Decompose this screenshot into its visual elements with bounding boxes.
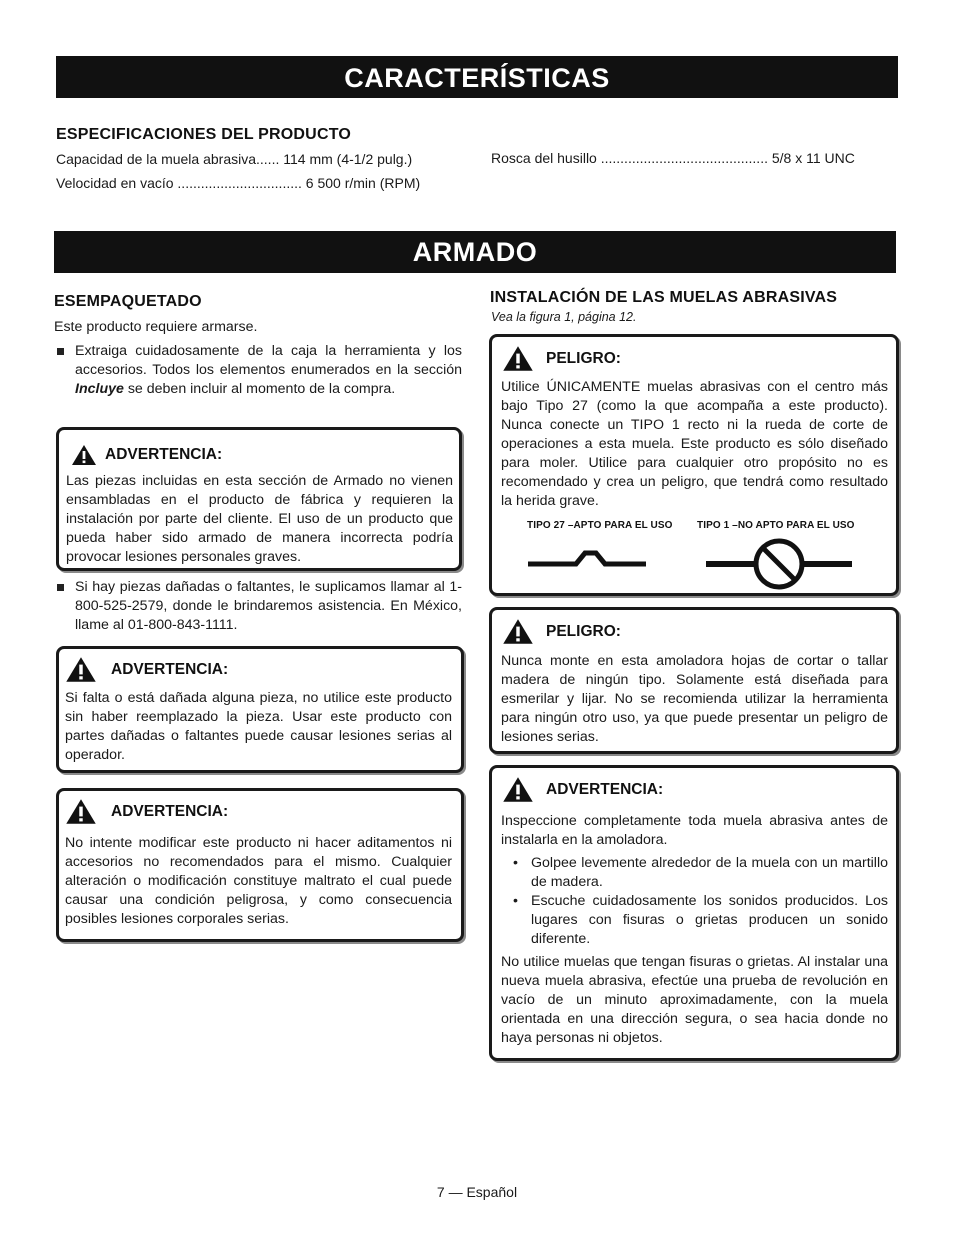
warning-body <box>501 812 888 1048</box>
warning-triangle-icon <box>502 776 534 803</box>
warning-triangle-icon <box>65 798 97 825</box>
banner-caracteristicas: CARACTERÍSTICAS <box>56 56 898 98</box>
bullet-piezas-danadas: Si hay piezas dañadas o faltantes, le suplicamos llamar al 1-800-525-2579, donde le brindaremos asistencia. En México, llame al 01-800-843-1111. <box>57 578 462 635</box>
danger-body: Utilice ÚNICAMENTE muelas abrasivas con el centro más bajo Tipo 27 (como la que acompaña a este producto). Nunca conecte un TIPO 1 recto ni la rueda de corte de operaciones a esta muela. Este producto es sólo diseñado para moler. Utilice para cualquier otro propósito no es recomendado y crea un peligro, que tendrá como resultado la herida grave. <box>501 379 888 509</box>
danger-box-1 <box>489 334 899 596</box>
warning-box-2 <box>56 646 464 773</box>
page-footer: 7 — Español <box>436 1184 518 1200</box>
specs-heading: ESPECIFICACIONES DEL PRODUCTO <box>56 126 352 143</box>
warning-title: ADVERTENCIA: <box>111 802 229 820</box>
danger-title: PELIGRO: <box>546 349 621 367</box>
bullet-square-icon <box>57 584 64 591</box>
warning-triangle-icon <box>71 444 97 466</box>
instalacion-heading: INSTALACIÓN DE LAS MUELAS ABRASIVAS <box>490 289 838 306</box>
warning-body: Las piezas incluidas en esta sección de Armado no vienen ensambladas en el producto de fábrica y requieren la instalación por parte del cliente. El uso de un producto que pueda haber sido armado de manera incorrecta podría provocar lesiones personales graves. <box>66 473 453 565</box>
bullet-square-icon <box>57 348 64 355</box>
spec-capacidad: Capacidad de la muela abrasiva...... 114 mm (4-1/2 pulg.) <box>56 151 413 167</box>
warning-body: Si falta o está dañada alguna pieza, no utilice este producto sin haber reemplazado la pieza. Usar este producto con partes dañadas o faltantes puede causar lesiones serias al operador. <box>65 690 452 763</box>
warning-title: ADVERTENCIA: <box>111 660 229 678</box>
esempaquetado-heading: ESEMPAQUETADO <box>54 293 202 310</box>
warning-title: ADVERTENCIA: <box>546 780 664 798</box>
warning-intro: Inspeccione completamente toda muela abrasiva antes de instalarla en la amoladora. <box>501 813 888 848</box>
danger-title: PELIGRO: <box>546 622 621 640</box>
warning-box-1 <box>56 427 462 571</box>
spec-rosca: Rosca del husillo ........................................... 5/8 x 11 UNC <box>491 150 855 166</box>
warning-box-3 <box>56 788 464 942</box>
spec-velocidad: Velocidad en vacío ................................ 6 500 r/min (RPM) <box>56 175 421 191</box>
fig-label-tipo1: TIPO 1 –NO APTO PARA EL USO <box>697 520 855 531</box>
bullet-dot-icon: • <box>513 855 518 871</box>
fig-label-tipo27: TIPO 27 –APTO PARA EL USO <box>527 520 673 531</box>
warning-triangle-icon <box>65 656 97 683</box>
type27-wheel-icon <box>528 543 648 567</box>
esempaquetado-intro: Este producto requiere armarse. <box>54 319 258 335</box>
list-item: • Golpee levemente alrededor de la muela con un martillo de madera. <box>513 855 888 890</box>
instalacion-subheading: Vea la figura 1, página 12. <box>491 310 637 324</box>
warning-triangle-icon <box>502 345 534 372</box>
warning-triangle-icon <box>502 618 534 645</box>
warning-outro: No utilice muelas que tengan fisuras o grietas. Al instalar una nueva muela abrasiva, efectúe una prueba de revolución en vacío de un minuto aproximadamente, con la muela orientada en una dirección segura, o sea hacia donde no haya personas ni objetos. <box>501 954 888 1046</box>
danger-body: Nunca monte en esta amoladora hojas de cortar o tallar madera de ningún tipo. Solamente está diseñada para esmerilar y lijar. No se recomienda utilizar la herramienta para ningún otro uso, ya que puede presentar un peligro de lesiones serias. <box>501 653 888 745</box>
warning-title: ADVERTENCIA: <box>105 446 223 463</box>
danger-box-2 <box>489 607 899 754</box>
list-item: • Escuche cuidadosamente los sonidos producidos. Los lugares con fisuras o grietas producen un sonido diferente. <box>513 893 888 947</box>
warning-box-inspeccione <box>489 765 899 1061</box>
banner-armado: ARMADO <box>54 231 896 273</box>
bullet-extraiga: Extraiga cuidadosamente de la caja la herramienta y los accesorios. Todos los elementos enumerados en la sección Incluye se deben incluir al momento de la compra. <box>57 342 462 399</box>
type1-wheel-prohibited-icon <box>706 537 854 591</box>
warning-body: No intente modificar este producto ni hacer aditamentos ni accesorios no recomendados para el mismo. Cualquier alteración o modificación constituye maltrato el cual puede causar una condición peligrosa, y como consecuencia posibles lesiones corporales serias. <box>65 835 452 927</box>
bullet-dot-icon: • <box>513 893 518 909</box>
